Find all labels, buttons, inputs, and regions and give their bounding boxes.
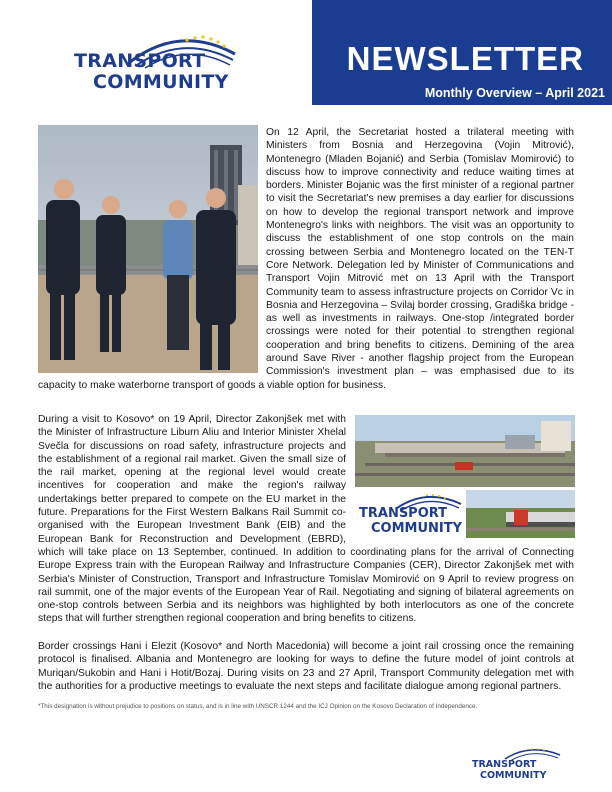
logo-text-line1: TRANSPORT <box>359 506 448 521</box>
newsletter-subtitle: Monthly Overview – April 2021 <box>424 86 605 100</box>
logo-text-line1: TRANSPORT <box>472 759 537 770</box>
article-paragraph-3: Border crossings Hani i Elezit (Kosovo* and North Macedonia) will become a joint rail crossing once the remaining protocol is finalised. Albania and Montenegro are looking for ways to define the future model of joint controls at Muriqan/Sukobin and Hani i Hotit/Bozaj. During visits on 23 and 27 April, Transport Community delegation met with the authorities for a productive meetings to evaluate the next steps and facilitate dialogue among regional partners. <box>38 641 574 692</box>
text-wrap-spacer <box>346 413 574 540</box>
article-paragraph-2: During a visit to Kosovo* on 19 April, Director Zakonjšek met with the Minister of Infrastructure Liburn Aliu and Interior Minister Xhelal Svečla for discussions on road safety, infrastructure projects and the establishment of a regional rail market. Given the small size of the rail market, opening at the regional level would create incentives for cooperation and make the region's railway undertakings better prepared to compete on the EU market in the future. Preparations for the First Western Balkans Rail Summit co-organised with the European Investment Bank (EIB) and the European Bank for Reconstruction and Development (EBRD), which will take place on 13 September, continued. In addition to coordinating plans for the arrival of Connecting Europe Express train with the European Railway and Infrastructure Companies (CER), Director Zakonjšek met with Serbia's Minister of Construction, Transport and Infrastructure Tomislav Momirović on 9 April to review progress on rail summit, one of the major events of the European Year of Rail. Negotiating and signing of bilateral agreements on one-stop controls between Serbia and its neighbors was highlighted by both interlocutors as one of the concrete steps that will further strengthen regional cooperation and bring benefits to citizens. <box>38 414 574 625</box>
footnote: *This designation is without prejudice to positions on status, and is in line with UNSCR 1244 and the ICJ Opinion on the Kosovo Declaration of Independence. <box>38 703 478 710</box>
footer-logo <box>470 745 570 785</box>
article-paragraph-1: On 12 April, the Secretariat hosted a trilateral meeting with Ministers from Bosnia and Herzegovina (Vojin Mitrović), Montenegro (Mladen Bojanić) and Serbia (Tomislav Momirović) to discuss how to improve connectivity and reduce waiting times at borders. Minister Bojanic was the first minister of a regional partner to visit the Secretariat's new premises a day earlier for discussions on how to develop the regional transport network and improve Montenegro's links with neighbors. The visit was an opportunity to discuss the establishment of one stop controls on the main crossing between Serbia and Montenegro located on the TEN-T Core Network. Delegation led by Minister of Communications and Transport Vojin Mitrović met on 13 April with the Transport Community team to assess infrastructure projects on Corridor Vc in Bosnia and Herzegovina – Svilaj border crossing, Gradiška bridge - as well as investments in railways. One-stop /integrated border crossings were noted for their potential to strengthen regional cooperation and bring benefits to citizens. Demining of the area around Save River - another flagship project from the European Commission's investment plan – was emphasised due to its capacity to make waterborne transport of goods a viable option for business. <box>38 127 574 391</box>
logo-text-line2: COMMUNITY <box>93 71 229 93</box>
logo-text-line2: COMMUNITY <box>480 770 547 781</box>
header-band <box>312 0 612 105</box>
logo-text-line1: TRANSPORT <box>74 50 206 72</box>
transport-community-logo <box>70 28 240 98</box>
text-wrap-spacer <box>38 126 266 376</box>
header-logo-area <box>0 0 312 105</box>
logo-text-line2: COMMUNITY <box>371 521 463 536</box>
newsletter-title: NEWSLETTER <box>346 40 584 77</box>
